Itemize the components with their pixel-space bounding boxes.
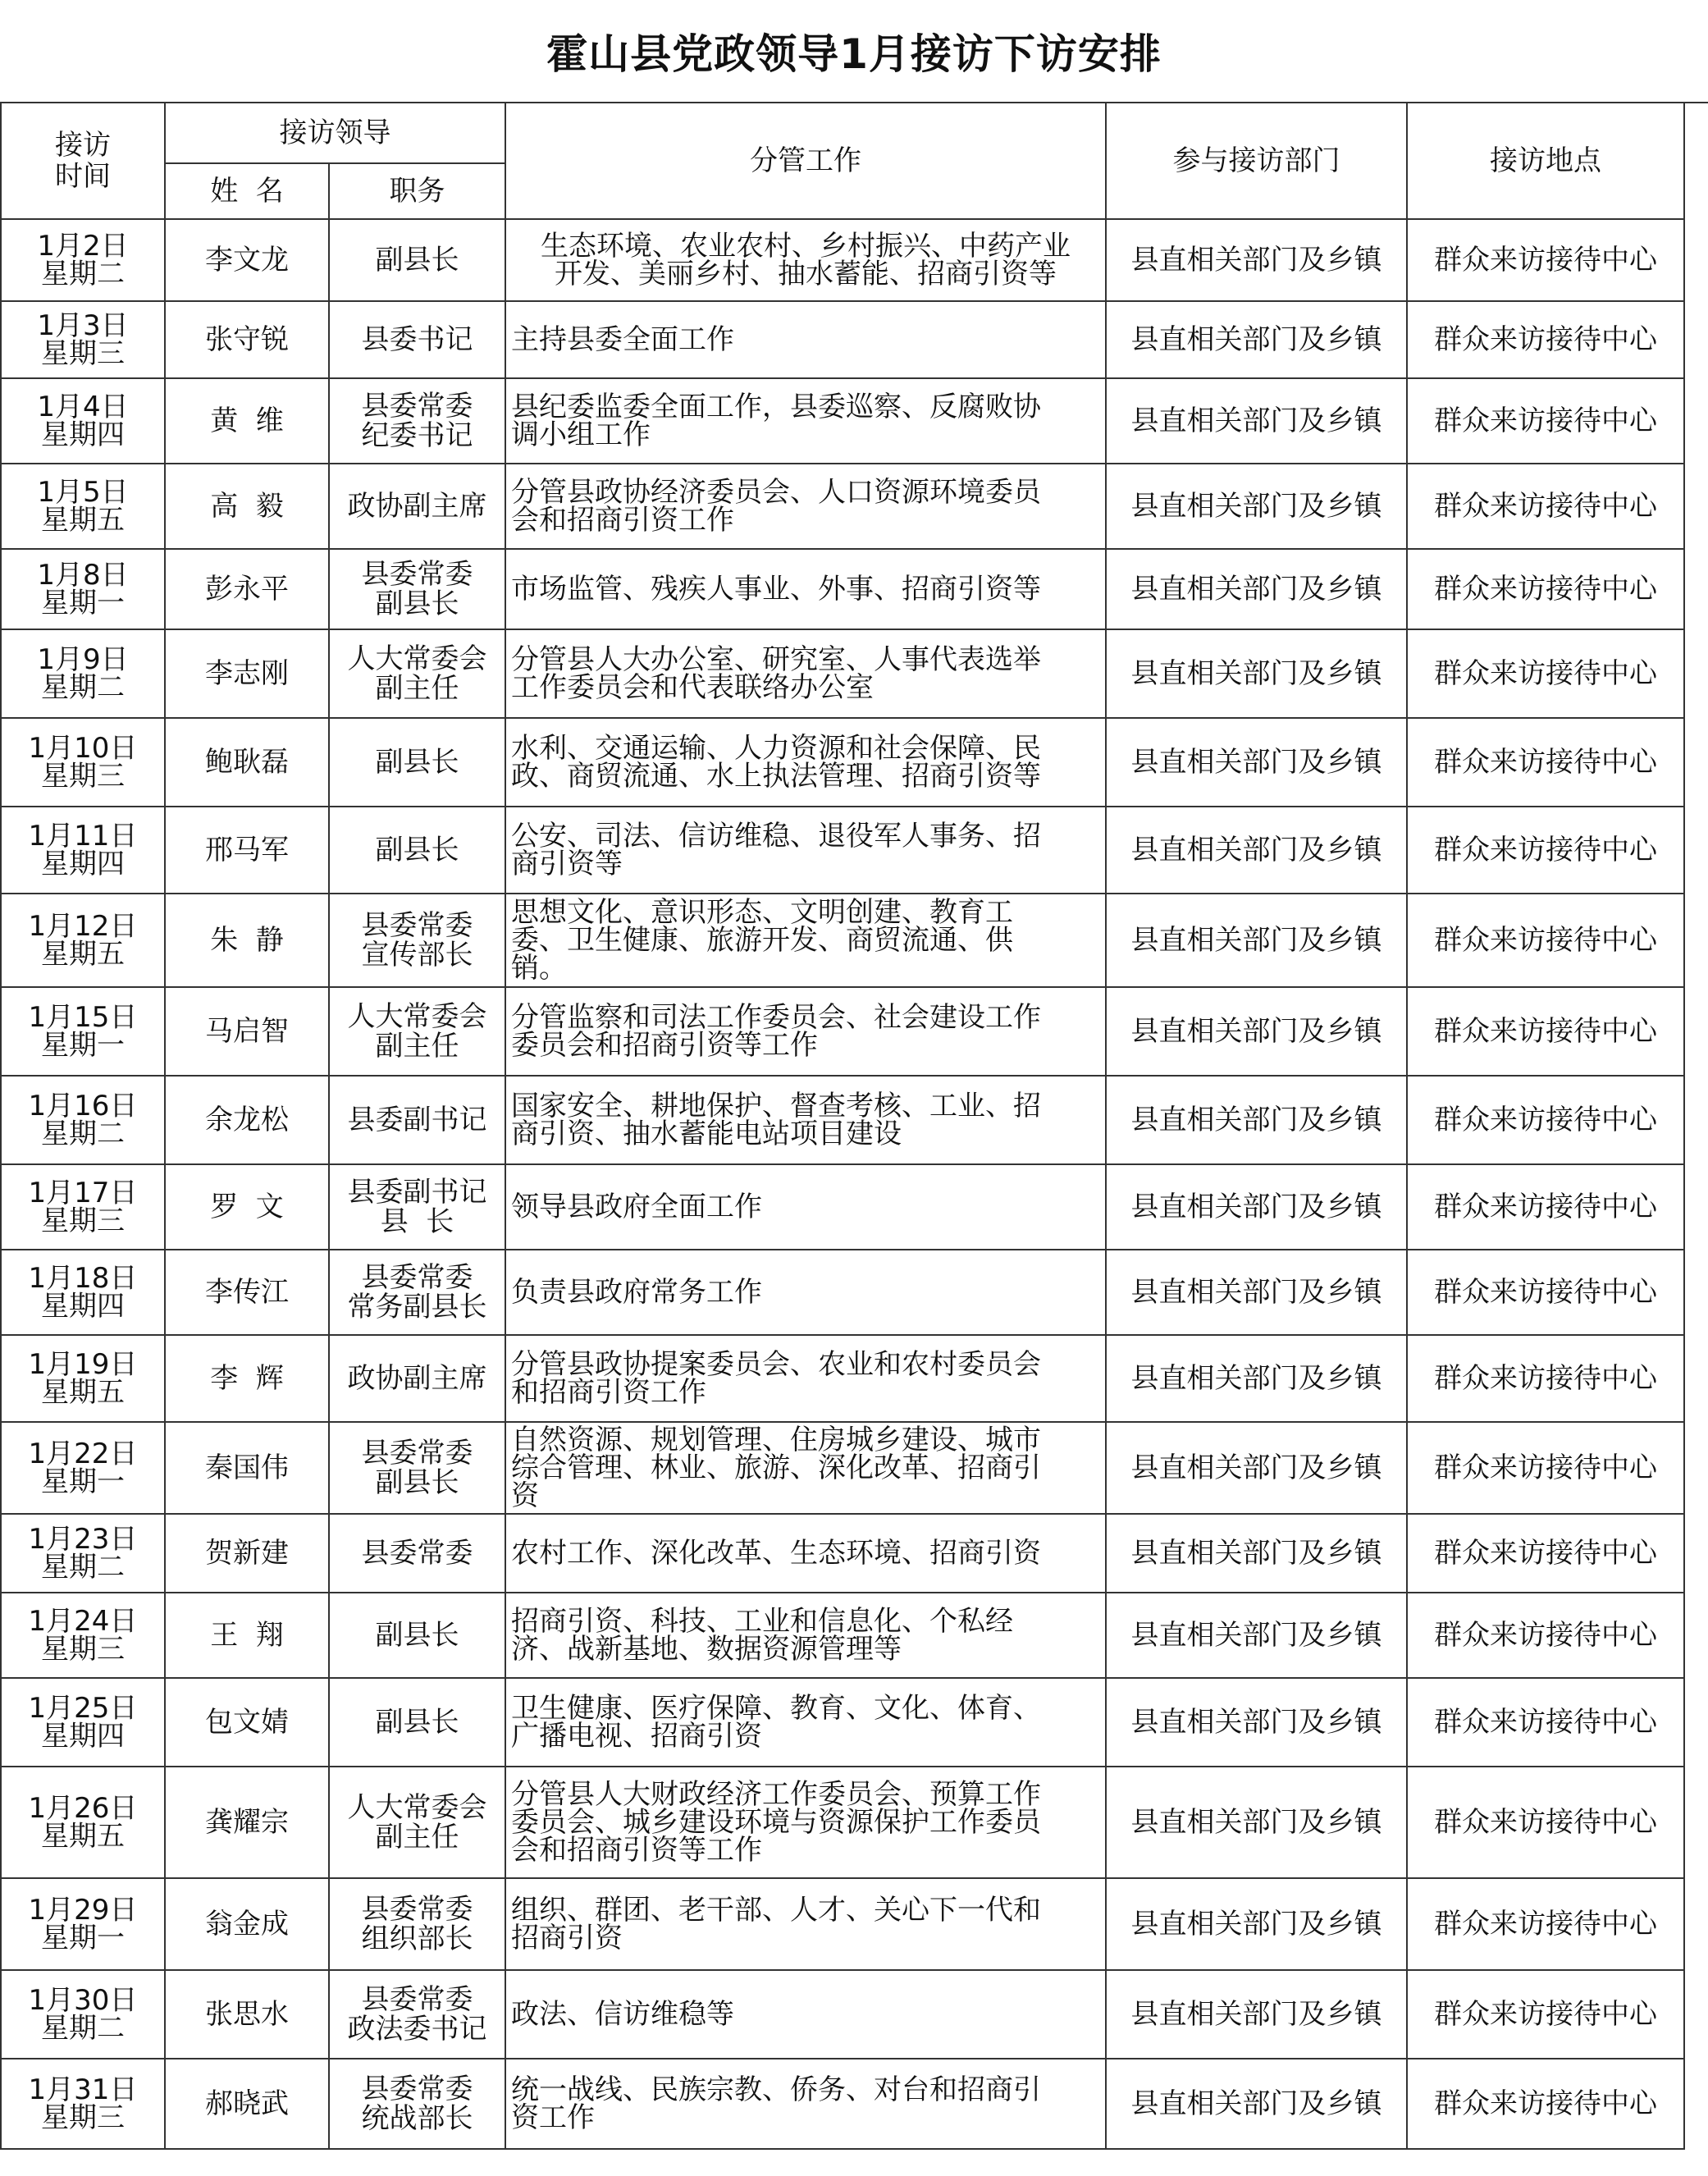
- table-row: [1, 807, 1684, 894]
- cell-departments: 县直相关部门及乡镇: [1106, 1076, 1407, 1164]
- position-line: 县委副书记: [347, 1176, 487, 1209]
- cell-location: 群众来访接待中心: [1407, 1767, 1684, 1878]
- position-line: 纪委书记: [361, 419, 473, 452]
- work-line: 农村工作、深化改革、生态环境、招商引资: [511, 1537, 1041, 1570]
- cell-position: [329, 894, 505, 987]
- position-line: 县委副书记: [347, 1104, 487, 1136]
- work-line: 委员会、城乡建设环境与资源保护工作委员: [511, 1806, 1041, 1839]
- work-line: 招商引资、科技、工业和信息化、个私经: [511, 1605, 1013, 1638]
- cell-work: [505, 219, 1106, 301]
- cell-location: 群众来访接待中心: [1407, 894, 1684, 987]
- work-line: 水利、交通运输、人力资源和社会保障、民: [511, 732, 1041, 765]
- work-line: 会和招商引资等工作: [511, 1834, 762, 1867]
- cell-departments: 县直相关部门及乡镇: [1106, 1164, 1407, 1250]
- position-line: 县委常委: [361, 909, 473, 942]
- work-line: 商引资等: [511, 848, 623, 880]
- table-row: [1, 1164, 1684, 1250]
- header-position: 职务: [329, 163, 505, 219]
- table-row: [1, 894, 1684, 987]
- date-text: 1月18日: [28, 1262, 138, 1295]
- cell-date: [1, 219, 165, 301]
- date-text: 1月26日: [28, 1792, 138, 1825]
- cell-position: [329, 1076, 505, 1164]
- date-text: 1月2日: [37, 230, 129, 263]
- position-line: 政法委书记: [347, 2013, 487, 2046]
- position-line: 县委常委: [361, 2073, 473, 2105]
- cell-name: 马启智: [165, 987, 329, 1076]
- cell-date: [1, 894, 165, 987]
- weekday-text: 星期三: [41, 2101, 125, 2134]
- cell-departments: 县直相关部门及乡镇: [1106, 1678, 1407, 1767]
- cell-departments: 县直相关部门及乡镇: [1106, 464, 1407, 549]
- header-leader: 接访领导: [165, 103, 505, 163]
- page-title: 霍山县党政领导1月接访下访安排: [546, 30, 1162, 78]
- cell-position: [329, 987, 505, 1076]
- position-line: 副县长: [375, 587, 459, 620]
- cell-position: [329, 629, 505, 718]
- table-row: [1, 301, 1684, 378]
- cell-name: 王 翔: [165, 1593, 329, 1678]
- work-line: 销。: [511, 952, 567, 985]
- cell-name: 李文龙: [165, 219, 329, 301]
- weekday-text: 星期一: [41, 1465, 125, 1498]
- cell-location: 群众来访接待中心: [1407, 987, 1684, 1076]
- work-line: 资工作: [511, 2101, 595, 2134]
- cell-date: [1, 1514, 165, 1593]
- table-row: [1, 1076, 1684, 1164]
- cell-date: [1, 807, 165, 894]
- cell-departments: 县直相关部门及乡镇: [1106, 1422, 1407, 1514]
- cell-name: 张守锐: [165, 301, 329, 378]
- cell-location: 群众来访接待中心: [1407, 464, 1684, 549]
- cell-name: 彭永平: [165, 549, 329, 629]
- weekday-text: 星期四: [41, 1290, 125, 1323]
- work-line: 分管县政协经济委员会、人口资源环境委员: [511, 476, 1041, 509]
- work-line: 和招商引资工作: [511, 1376, 706, 1409]
- work-line: 负责县政府常务工作: [511, 1276, 762, 1309]
- date-text: 1月12日: [28, 910, 138, 943]
- work-line: 调小组工作: [511, 418, 651, 451]
- work-line: 市场监管、残疾人事业、外事、招商引资等: [511, 573, 1041, 606]
- table-row: [1, 1970, 1684, 2059]
- cell-position: [329, 378, 505, 464]
- cell-work: [505, 2059, 1106, 2149]
- cell-work: [505, 1422, 1106, 1514]
- work-line: 公安、司法、信访维稳、退役军人事务、招: [511, 820, 1041, 853]
- cell-date: [1, 301, 165, 378]
- weekday-text: 星期四: [41, 1720, 125, 1753]
- position-line: 副县长: [375, 1619, 459, 1652]
- table-row: [1, 1593, 1684, 1678]
- cell-date: [1, 1678, 165, 1767]
- cell-departments: 县直相关部门及乡镇: [1106, 378, 1407, 464]
- date-text: 1月4日: [37, 391, 129, 423]
- position-line: 县委常委: [361, 390, 473, 423]
- cell-work: [505, 1593, 1106, 1678]
- cell-location: 群众来访接待中心: [1407, 301, 1684, 378]
- cell-name: 秦国伟: [165, 1422, 329, 1514]
- header-departments: 参与接访部门: [1106, 103, 1407, 219]
- cell-departments: 县直相关部门及乡镇: [1106, 219, 1407, 301]
- cell-position: [329, 807, 505, 894]
- work-line: 政法、信访维稳等: [511, 1998, 734, 2031]
- cell-date: [1, 1076, 165, 1164]
- work-line: 县纪委监委全面工作，县委巡察、反腐败协: [511, 391, 1041, 423]
- cell-name: 张思水: [165, 1970, 329, 2059]
- cell-work: [505, 378, 1106, 464]
- cell-departments: 县直相关部门及乡镇: [1106, 549, 1407, 629]
- cell-departments: 县直相关部门及乡镇: [1106, 1970, 1407, 2059]
- work-line: 济、战新基地、数据资源管理等: [511, 1633, 902, 1666]
- cell-location: 群众来访接待中心: [1407, 1878, 1684, 1970]
- title-bar: [0, 0, 1708, 103]
- date-text: 1月23日: [28, 1523, 138, 1556]
- cell-position: [329, 219, 505, 301]
- cell-name: 李传江: [165, 1250, 329, 1335]
- weekday-text: 星期三: [41, 1205, 125, 1237]
- cell-work: [505, 629, 1106, 718]
- table-row: [1, 987, 1684, 1076]
- cell-position: [329, 1514, 505, 1593]
- cell-work: [505, 1878, 1106, 1970]
- weekday-text: 星期三: [41, 337, 125, 370]
- cell-name: 李 辉: [165, 1335, 329, 1422]
- cell-departments: 县直相关部门及乡镇: [1106, 1878, 1407, 1970]
- cell-location: 群众来访接待中心: [1407, 1076, 1684, 1164]
- cell-departments: 县直相关部门及乡镇: [1106, 894, 1407, 987]
- position-line: 人大常委会: [347, 1791, 487, 1824]
- weekday-text: 星期一: [41, 587, 125, 619]
- table-body: [1, 219, 1684, 2149]
- weekday-text: 星期三: [41, 760, 125, 793]
- weekday-text: 星期五: [41, 504, 125, 537]
- date-text: 1月31日: [28, 2073, 138, 2106]
- cell-position: [329, 549, 505, 629]
- cell-work: [505, 301, 1106, 378]
- cell-name: 高 毅: [165, 464, 329, 549]
- date-text: 1月9日: [37, 643, 129, 676]
- position-line: 县委书记: [361, 323, 473, 356]
- position-line: 县委常委: [361, 1983, 473, 2016]
- date-text: 1月15日: [28, 1001, 138, 1034]
- cell-date: [1, 1422, 165, 1514]
- cell-location: 群众来访接待中心: [1407, 1250, 1684, 1335]
- work-line: 政、商贸流通、水上执法管理、招商引资等: [511, 760, 1041, 793]
- table-row: [1, 2059, 1684, 2149]
- cell-date: [1, 718, 165, 807]
- position-line: 副主任: [375, 1030, 459, 1063]
- cell-location: 群众来访接待中心: [1407, 378, 1684, 464]
- cell-location: 群众来访接待中心: [1407, 1514, 1684, 1593]
- work-line: 领导县政府全面工作: [511, 1191, 762, 1223]
- work-line: 综合管理、林业、旅游、深化改革、招商引: [511, 1451, 1041, 1484]
- cell-departments: 县直相关部门及乡镇: [1106, 1250, 1407, 1335]
- cell-name: 余龙松: [165, 1076, 329, 1164]
- cell-work: [505, 894, 1106, 987]
- header-time-line1: 接访: [55, 129, 111, 162]
- cell-name: 李志刚: [165, 629, 329, 718]
- work-line: 委、卫生健康、旅游开发、商贸流通、供: [511, 924, 1013, 957]
- cell-location: 群众来访接待中心: [1407, 219, 1684, 301]
- weekday-text: 星期一: [41, 1029, 125, 1062]
- cell-name: 龚耀宗: [165, 1767, 329, 1878]
- cell-work: [505, 807, 1106, 894]
- work-line: 思想文化、意识形态、文明创建、教育工: [511, 896, 1013, 929]
- cell-position: [329, 1970, 505, 2059]
- cell-date: [1, 987, 165, 1076]
- position-line: 政协副主席: [347, 1362, 487, 1395]
- work-line: 分管县人大财政经济工作委员会、预算工作: [511, 1778, 1041, 1811]
- position-line: 组织部长: [361, 1922, 473, 1955]
- position-line: 副县长: [375, 1706, 459, 1739]
- cell-name: 郝晓武: [165, 2059, 329, 2149]
- position-line: 常务副县长: [347, 1291, 487, 1323]
- position-line: 副主任: [375, 672, 459, 705]
- cell-date: [1, 1335, 165, 1422]
- work-line: 统一战线、民族宗教、侨务、对台和招商引: [511, 2073, 1041, 2106]
- date-text: 1月3日: [37, 309, 129, 342]
- cell-date: [1, 2059, 165, 2149]
- schedule-table: [0, 102, 1685, 2150]
- cell-position: [329, 718, 505, 807]
- header-work: 分管工作: [505, 103, 1106, 219]
- cell-location: 群众来访接待中心: [1407, 1335, 1684, 1422]
- position-line: 县 长: [380, 1205, 454, 1238]
- cell-location: 群众来访接待中心: [1407, 1164, 1684, 1250]
- cell-departments: 县直相关部门及乡镇: [1106, 301, 1407, 378]
- table-row: [1, 1767, 1684, 1878]
- cell-work: [505, 549, 1106, 629]
- position-line: 政协副主席: [347, 490, 487, 523]
- work-line: 组织、群团、老干部、人才、关心下一代和: [511, 1894, 1041, 1927]
- work-line: 生态环境、农业农村、乡村振兴、中药产业: [541, 230, 1071, 263]
- cell-name: 鲍耿磊: [165, 718, 329, 807]
- cell-date: [1, 464, 165, 549]
- cell-departments: 县直相关部门及乡镇: [1106, 718, 1407, 807]
- table-header: [1, 103, 1684, 219]
- cell-name: 包文婧: [165, 1678, 329, 1767]
- weekday-text: 星期四: [41, 848, 125, 880]
- cell-work: [505, 1970, 1106, 2059]
- position-line: 县委常委: [361, 558, 473, 591]
- cell-work: [505, 1076, 1106, 1164]
- cell-location: 群众来访接待中心: [1407, 807, 1684, 894]
- date-text: 1月10日: [28, 732, 138, 765]
- cell-work: [505, 987, 1106, 1076]
- header-time-line2: 时间: [55, 160, 111, 193]
- position-line: 副县长: [375, 834, 459, 866]
- cell-date: [1, 1970, 165, 2059]
- work-line: 招商引资: [511, 1922, 623, 1954]
- table-row: [1, 1335, 1684, 1422]
- cell-position: [329, 1422, 505, 1514]
- cell-position: [329, 1250, 505, 1335]
- cell-location: 群众来访接待中心: [1407, 2059, 1684, 2149]
- weekday-text: 星期二: [41, 258, 125, 290]
- weekday-text: 星期三: [41, 1633, 125, 1666]
- cell-location: 群众来访接待中心: [1407, 549, 1684, 629]
- table-row: [1, 1514, 1684, 1593]
- cell-work: [505, 1678, 1106, 1767]
- work-line: 分管监察和司法工作委员会、社会建设工作: [511, 1001, 1041, 1034]
- work-line: 资: [511, 1479, 539, 1512]
- cell-work: [505, 1514, 1106, 1593]
- cell-location: 群众来访接待中心: [1407, 1678, 1684, 1767]
- cell-location: 群众来访接待中心: [1407, 629, 1684, 718]
- position-line: 人大常委会: [347, 1000, 487, 1033]
- weekday-text: 星期二: [41, 671, 125, 704]
- cell-departments: 县直相关部门及乡镇: [1106, 2059, 1407, 2149]
- cell-date: [1, 629, 165, 718]
- work-line: 分管县人大办公室、研究室、人事代表选举: [511, 643, 1041, 676]
- cell-date: [1, 549, 165, 629]
- position-line: 副县长: [375, 746, 459, 779]
- header-time: [1, 103, 165, 219]
- cell-departments: 县直相关部门及乡镇: [1106, 987, 1407, 1076]
- cell-date: [1, 1250, 165, 1335]
- cell-work: [505, 1767, 1106, 1878]
- weekday-text: 星期五: [41, 1376, 125, 1409]
- position-line: 统战部长: [361, 2102, 473, 2135]
- cell-work: [505, 464, 1106, 549]
- position-line: 县委常委: [361, 1261, 473, 1294]
- position-line: 人大常委会: [347, 642, 487, 675]
- table-row: [1, 464, 1684, 549]
- cell-work: [505, 718, 1106, 807]
- cell-date: [1, 1593, 165, 1678]
- position-line: 县委常委: [361, 1437, 473, 1470]
- table-row: [1, 549, 1684, 629]
- cell-position: [329, 1164, 505, 1250]
- header-location: 接访地点: [1407, 103, 1684, 219]
- cell-date: [1, 1164, 165, 1250]
- weekday-text: 星期五: [41, 1820, 125, 1853]
- cell-departments: 县直相关部门及乡镇: [1106, 1767, 1407, 1878]
- cell-work: [505, 1250, 1106, 1335]
- table-row: [1, 1678, 1684, 1767]
- cell-name: 罗 文: [165, 1164, 329, 1250]
- cell-position: [329, 1767, 505, 1878]
- cell-work: [505, 1335, 1106, 1422]
- work-line: 委员会和招商引资等工作: [511, 1029, 818, 1062]
- date-text: 1月24日: [28, 1605, 138, 1638]
- cell-name: 朱 静: [165, 894, 329, 987]
- table-row: [1, 219, 1684, 301]
- cell-date: [1, 378, 165, 464]
- date-text: 1月17日: [28, 1177, 138, 1209]
- cell-location: 群众来访接待中心: [1407, 1970, 1684, 2059]
- position-line: 县委常委: [361, 1893, 473, 1926]
- weekday-text: 星期五: [41, 938, 125, 971]
- cell-departments: 县直相关部门及乡镇: [1106, 807, 1407, 894]
- position-line: 宣传部长: [361, 939, 473, 971]
- date-text: 1月5日: [37, 476, 129, 509]
- date-text: 1月25日: [28, 1692, 138, 1725]
- date-text: 1月29日: [28, 1894, 138, 1927]
- cell-position: [329, 1678, 505, 1767]
- cell-location: 群众来访接待中心: [1407, 1422, 1684, 1514]
- cell-position: [329, 1878, 505, 1970]
- work-line: 广播电视、招商引资: [511, 1720, 762, 1753]
- cell-departments: 县直相关部门及乡镇: [1106, 1335, 1407, 1422]
- cell-date: [1, 1878, 165, 1970]
- work-line: 自然资源、规划管理、住房城乡建设、城市: [511, 1424, 1041, 1456]
- weekday-text: 星期一: [41, 1922, 125, 1954]
- cell-departments: 县直相关部门及乡镇: [1106, 1593, 1407, 1678]
- table-row: [1, 629, 1684, 718]
- cell-name: 黄 维: [165, 378, 329, 464]
- position-line: 副县长: [375, 1466, 459, 1499]
- cell-position: [329, 1593, 505, 1678]
- cell-work: [505, 1164, 1106, 1250]
- table-row: [1, 1878, 1684, 1970]
- table-row: [1, 718, 1684, 807]
- cell-position: [329, 2059, 505, 2149]
- weekday-text: 星期二: [41, 1551, 125, 1584]
- work-line: 卫生健康、医疗保障、教育、文化、体育、: [511, 1692, 1041, 1725]
- weekday-text: 星期四: [41, 418, 125, 451]
- table-row: [1, 1250, 1684, 1335]
- work-line: 国家安全、耕地保护、督查考核、工业、招: [511, 1090, 1041, 1122]
- cell-departments: 县直相关部门及乡镇: [1106, 1514, 1407, 1593]
- work-line: 会和招商引资工作: [511, 504, 734, 537]
- weekday-text: 星期二: [41, 2012, 125, 2045]
- cell-location: 群众来访接待中心: [1407, 718, 1684, 807]
- date-text: 1月11日: [28, 820, 138, 853]
- date-text: 1月22日: [28, 1438, 138, 1470]
- work-line: 主持县委全面工作: [511, 323, 734, 356]
- date-text: 1月19日: [28, 1348, 138, 1381]
- cell-position: [329, 1335, 505, 1422]
- work-line: 工作委员会和代表联络办公室: [511, 671, 874, 704]
- position-line: 副主任: [375, 1821, 459, 1854]
- weekday-text: 星期二: [41, 1118, 125, 1150]
- position-line: 县委常委: [361, 1537, 473, 1570]
- work-line: 分管县政协提案委员会、农业和农村委员会: [511, 1348, 1041, 1381]
- date-text: 1月8日: [37, 559, 129, 592]
- cell-name: 贺新建: [165, 1514, 329, 1593]
- cell-location: 群众来访接待中心: [1407, 1593, 1684, 1678]
- date-text: 1月16日: [28, 1090, 138, 1122]
- cell-name: 邢马军: [165, 807, 329, 894]
- table-row: [1, 378, 1684, 464]
- cell-name: 翁金成: [165, 1878, 329, 1970]
- work-line: 商引资、抽水蓄能电站项目建设: [511, 1118, 902, 1150]
- header-name: 姓 名: [165, 163, 329, 219]
- position-line: 副县长: [375, 244, 459, 277]
- cell-position: [329, 464, 505, 549]
- work-line: 开发、美丽乡村、抽水蓄能、招商引资等: [555, 258, 1057, 290]
- cell-position: [329, 301, 505, 378]
- cell-date: [1, 1767, 165, 1878]
- date-text: 1月30日: [28, 1984, 138, 2017]
- cell-departments: 县直相关部门及乡镇: [1106, 629, 1407, 718]
- table-row: [1, 1422, 1684, 1514]
